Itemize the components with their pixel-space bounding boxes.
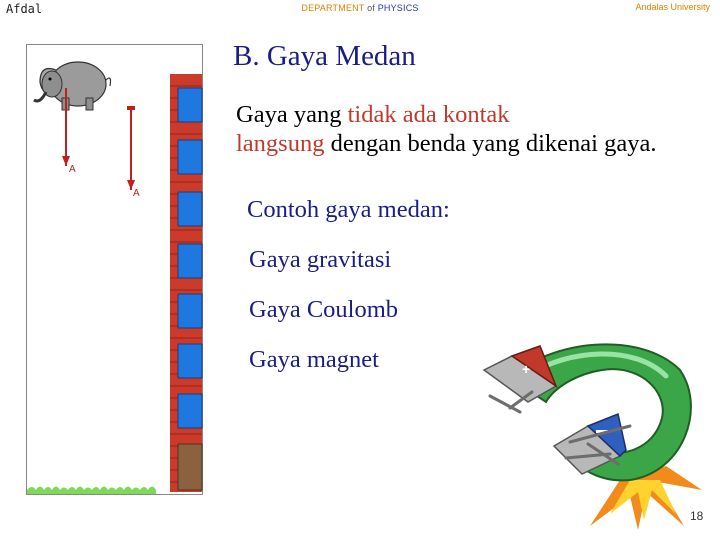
- example-item-magnet: Gaya magnet: [249, 346, 379, 373]
- header-of-text: of: [367, 3, 375, 13]
- example-item-coulomb: Gaya Coulomb: [249, 296, 399, 323]
- header-university: Andalas University: [635, 2, 710, 12]
- definition-part-2: dengan benda yang dikenai gaya.: [324, 130, 657, 157]
- definition-part-1: Gaya yang: [236, 101, 348, 128]
- elephant-vector-label: A: [69, 164, 76, 175]
- svg-text:+: +: [522, 361, 531, 377]
- example-label: Contoh gaya medan:: [247, 196, 450, 223]
- header-physics-text: PHYSICS: [377, 3, 419, 13]
- brick-building: [170, 74, 202, 492]
- falling-elephant-illustration: [26, 44, 208, 496]
- definition-highlight-2: langsung: [236, 130, 325, 157]
- page-number: 18: [690, 509, 704, 523]
- definition-highlight-1: tidak ada kontak: [347, 101, 510, 128]
- object-vector-label: A: [133, 188, 140, 199]
- header-department: [0, 3, 720, 13]
- header-author: Afdal: [6, 2, 43, 16]
- definition-text: [236, 100, 706, 158]
- magnet-illustration: [470, 330, 710, 530]
- header-department-text: DEPARTMENT: [301, 3, 365, 13]
- horseshoe-magnet-icon: [484, 344, 691, 480]
- example-item-gravity: Gaya gravitasi: [249, 246, 392, 273]
- building-door: [178, 444, 202, 490]
- slide-title: B. Gaya Medan: [233, 40, 416, 72]
